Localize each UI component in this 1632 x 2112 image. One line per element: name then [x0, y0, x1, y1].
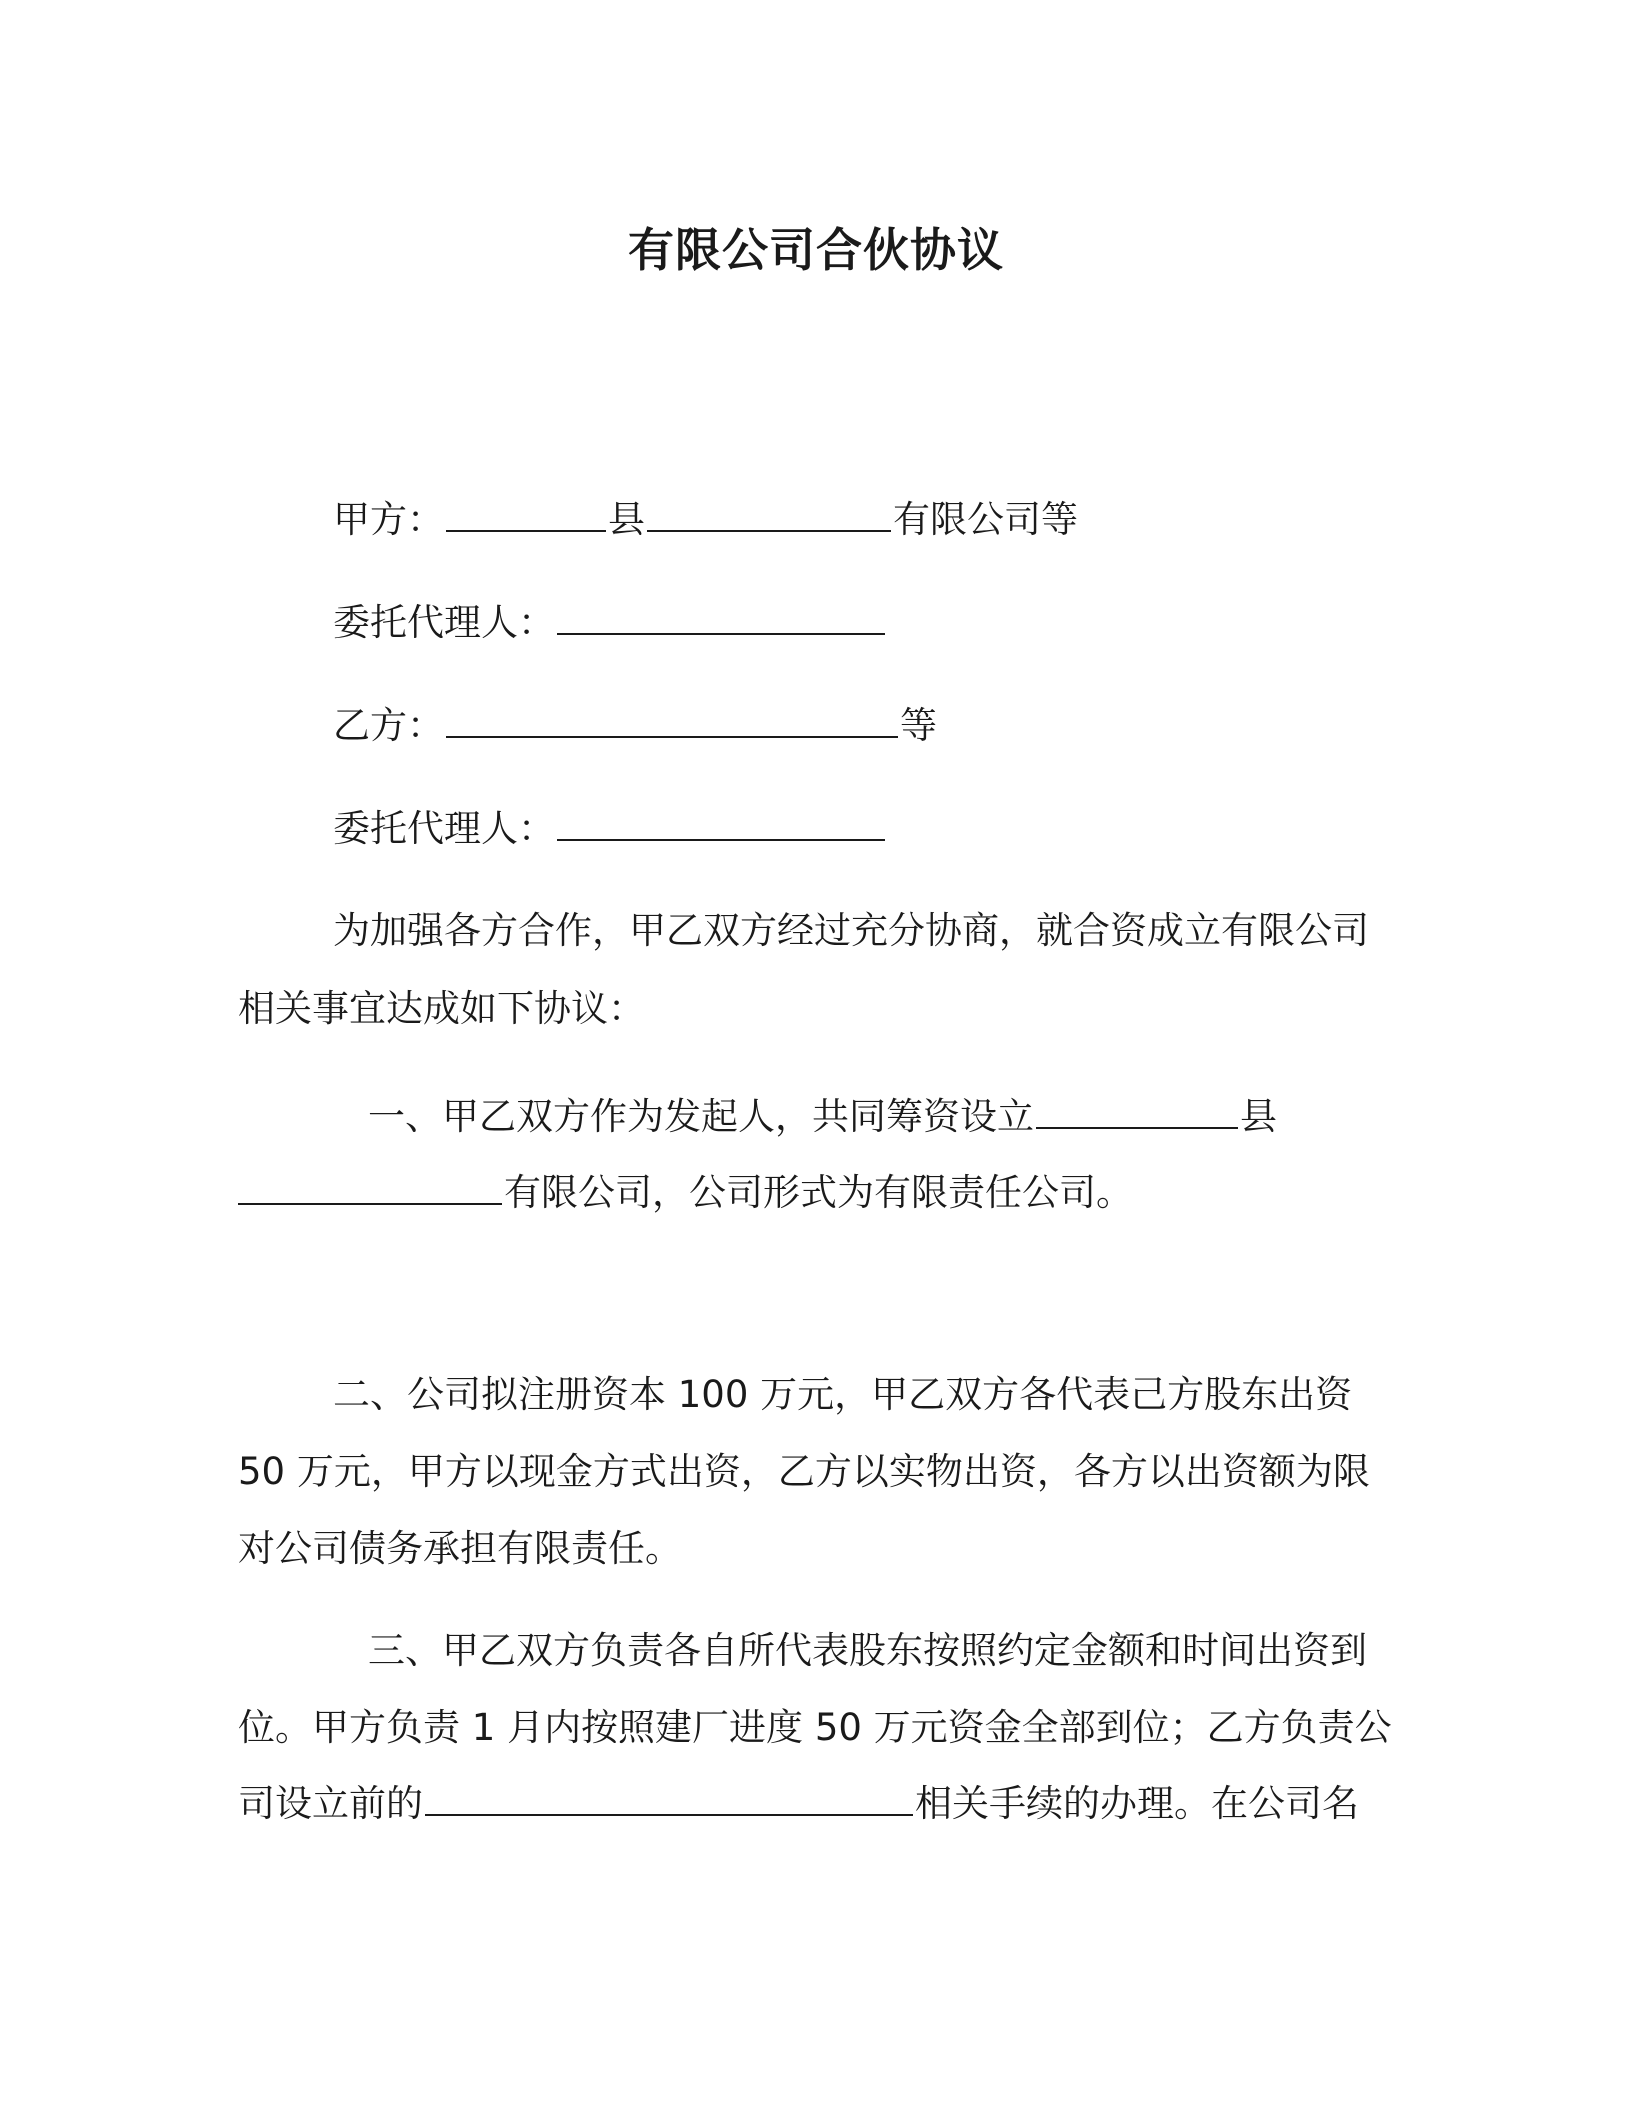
- intro-line-1: 为加强各方合作，甲乙双方经过充分协商，就合资成立有限公司: [333, 909, 1369, 952]
- party-a-suffix: 有限公司等: [893, 498, 1078, 541]
- party-b-suffix: 等: [900, 704, 937, 747]
- party-b-blank: [446, 702, 898, 738]
- clause-1-text-a: 一、甲乙双方作为发起人，共同筹资设立: [368, 1095, 1034, 1138]
- intro-line-2: 相关事宜达成如下协议：: [238, 987, 645, 1030]
- clause-3-text-b: 相关手续的办理。在公司名: [915, 1782, 1359, 1825]
- agent-a-blank: [557, 599, 885, 635]
- clause-1-line-2: [238, 1168, 1133, 1218]
- agent-b-line: [333, 804, 887, 854]
- clause-3-text-a: 司设立前的: [238, 1782, 423, 1825]
- party-a-line: [333, 495, 1078, 545]
- clause-3-procedures-blank: [425, 1780, 913, 1816]
- clause-1-county-text: 县: [1240, 1095, 1277, 1138]
- clause-2-line-3: 对公司债务承担有限责任。: [238, 1527, 682, 1570]
- party-a-county-text: 县: [608, 498, 645, 541]
- agent-a-line: [333, 598, 887, 648]
- clause-1-company-blank: [238, 1169, 502, 1205]
- party-a-label: 甲方：: [333, 498, 444, 541]
- party-a-county-blank: [446, 496, 606, 532]
- clause-3-line-1: 三、甲乙双方负责各自所代表股东按照约定金额和时间出资到: [368, 1629, 1367, 1672]
- party-b-line: [333, 701, 937, 751]
- document-title: 有限公司合伙协议: [628, 223, 1004, 277]
- clause-2-line-2: 50 万元，甲方以现金方式出资，乙方以实物出资，各方以出资额为限: [238, 1450, 1370, 1493]
- agent-b-label: 委托代理人：: [333, 807, 555, 850]
- clause-1-line-1: [368, 1092, 1277, 1142]
- party-b-label: 乙方：: [333, 704, 444, 747]
- clause-2-line-1: 二、公司拟注册资本 100 万元，甲乙双方各代表己方股东出资: [333, 1373, 1353, 1416]
- agent-a-label: 委托代理人：: [333, 601, 555, 644]
- agent-b-blank: [557, 805, 885, 841]
- clause-1-text-b: 有限公司，公司形式为有限责任公司。: [504, 1171, 1133, 1214]
- clause-3-line-3: [238, 1779, 1359, 1829]
- party-a-company-blank: [647, 496, 891, 532]
- clause-1-county-blank: [1036, 1093, 1238, 1129]
- clause-3-line-2: 位。甲方负责 1 月内按照建厂进度 50 万元资金全部到位；乙方负责公: [238, 1706, 1392, 1749]
